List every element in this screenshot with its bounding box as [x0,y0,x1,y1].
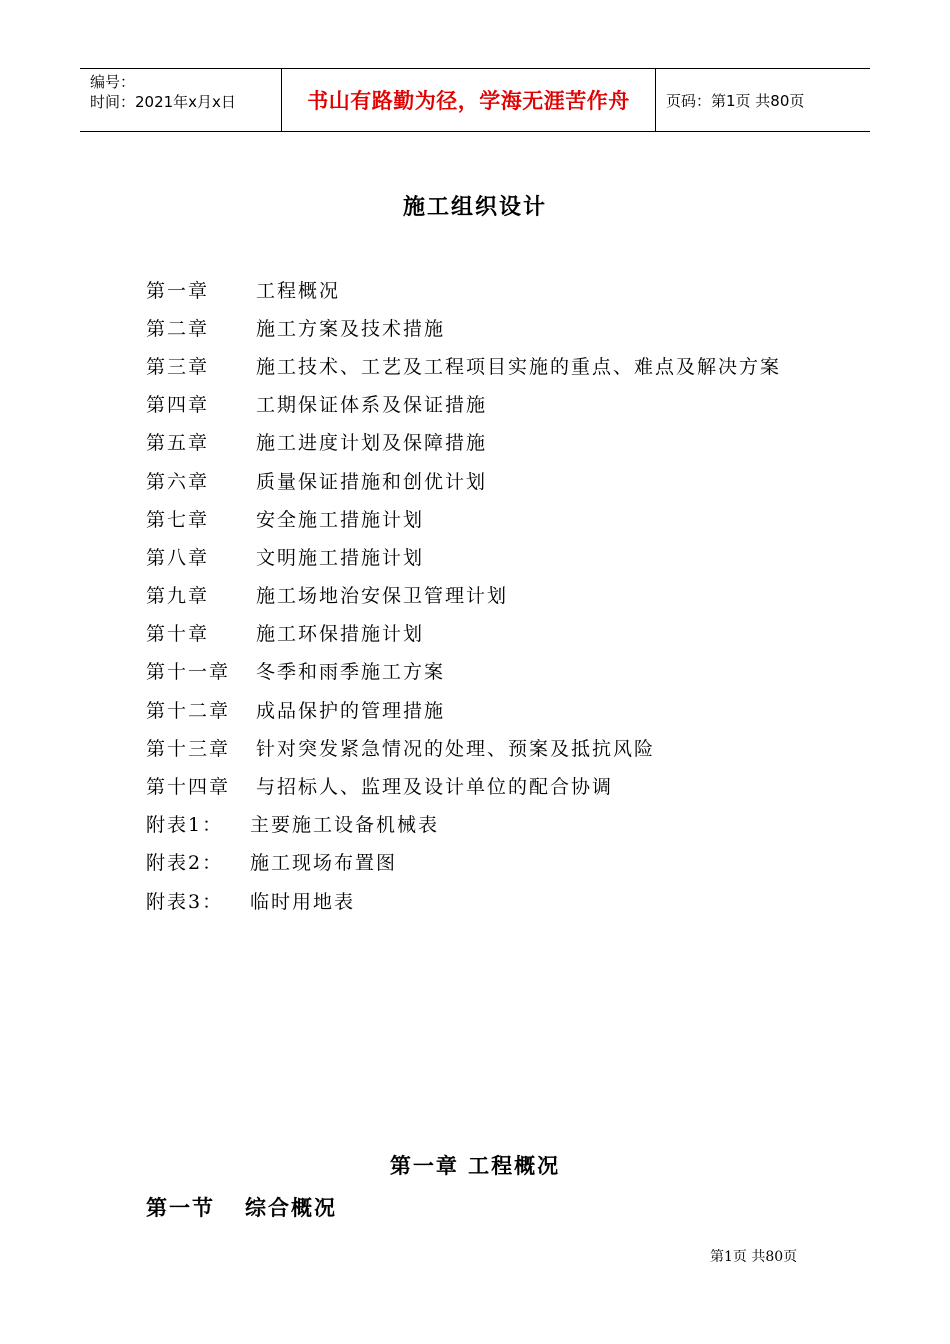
toc-text: 冬季和雨季施工方案 [256,661,446,684]
header-meta [80,69,282,131]
toc-number: 第六章 [146,470,210,493]
toc-item [146,614,781,652]
toc-item [146,766,781,804]
toc-text: 施工进度计划及保障措施 [256,432,488,455]
section-heading [146,1192,337,1222]
toc-number: 第九章 [146,585,210,608]
toc-number: 第二章 [146,317,210,340]
toc-number: 第一章 [146,279,210,302]
toc-number: 第五章 [146,432,210,455]
toc-number: 第七章 [146,508,210,531]
toc-text: 主要施工设备机械表 [250,814,440,837]
chapter-heading: 第一章 工程概况 [389,1153,561,1178]
toc-text: 施工技术、工艺及工程项目实施的重点、难点及解决方案 [256,355,782,378]
toc-item [146,805,781,843]
toc-number: 第八章 [146,546,210,569]
toc-item [146,843,781,881]
toc-number: 第十三章 [146,737,231,760]
toc-text: 文明施工措施计划 [256,546,425,569]
toc-number: 第十二章 [146,699,231,722]
toc-item [146,537,781,575]
toc-text: 工期保证体系及保证措施 [256,394,488,417]
toc-text: 施工现场布置图 [250,852,398,875]
toc-number: 附表2： [146,852,224,875]
header-date: 时间：2021年x月x日 [90,93,236,111]
page-footer: 第1页 共80页 [710,1249,798,1265]
toc-text: 临时用地表 [250,890,356,913]
toc-item [146,346,781,384]
header-page-number: 页码：第1页 共80页 [666,91,805,110]
toc-text: 施工环保措施计划 [256,623,425,646]
toc-text: 成品保护的管理措施 [256,699,446,722]
toc-item [146,423,781,461]
toc-number: 附表3： [146,890,224,913]
toc-text: 与招标人、监理及设计单位的配合协调 [256,776,614,799]
header-motto: 书山有路勤为径，学海无涯苦作舟 [282,69,656,131]
toc-item [146,576,781,614]
toc-text: 针对突发紧急情况的处理、预案及抵抗风险 [256,737,656,760]
toc-item [146,652,781,690]
toc-item [146,461,781,499]
toc-number: 第三章 [146,355,210,378]
toc-item [146,728,781,766]
page-header [80,68,870,132]
toc-item [146,690,781,728]
toc-text: 施工场地治安保卫管理计划 [256,585,509,608]
section-title: 综合概况 [245,1195,337,1220]
toc-item [146,308,781,346]
toc-number: 第十一章 [146,661,231,684]
toc-item [146,881,781,919]
section-number: 第一节 [146,1195,215,1220]
toc-item [146,385,781,423]
toc-text: 安全施工措施计划 [256,508,425,531]
toc-number: 第四章 [146,394,210,417]
toc-item [146,270,781,308]
toc-item [146,499,781,537]
document-title: 施工组织设计 [402,194,547,220]
toc-text: 施工方案及技术措施 [256,317,446,340]
table-of-contents [146,270,781,919]
toc-number: 第十四章 [146,776,231,799]
toc-number: 第十章 [146,623,210,646]
toc-text: 质量保证措施和创优计划 [256,470,488,493]
toc-text: 工程概况 [256,279,341,302]
toc-number: 附表1： [146,814,224,837]
header-number: 编号： [90,73,136,91]
